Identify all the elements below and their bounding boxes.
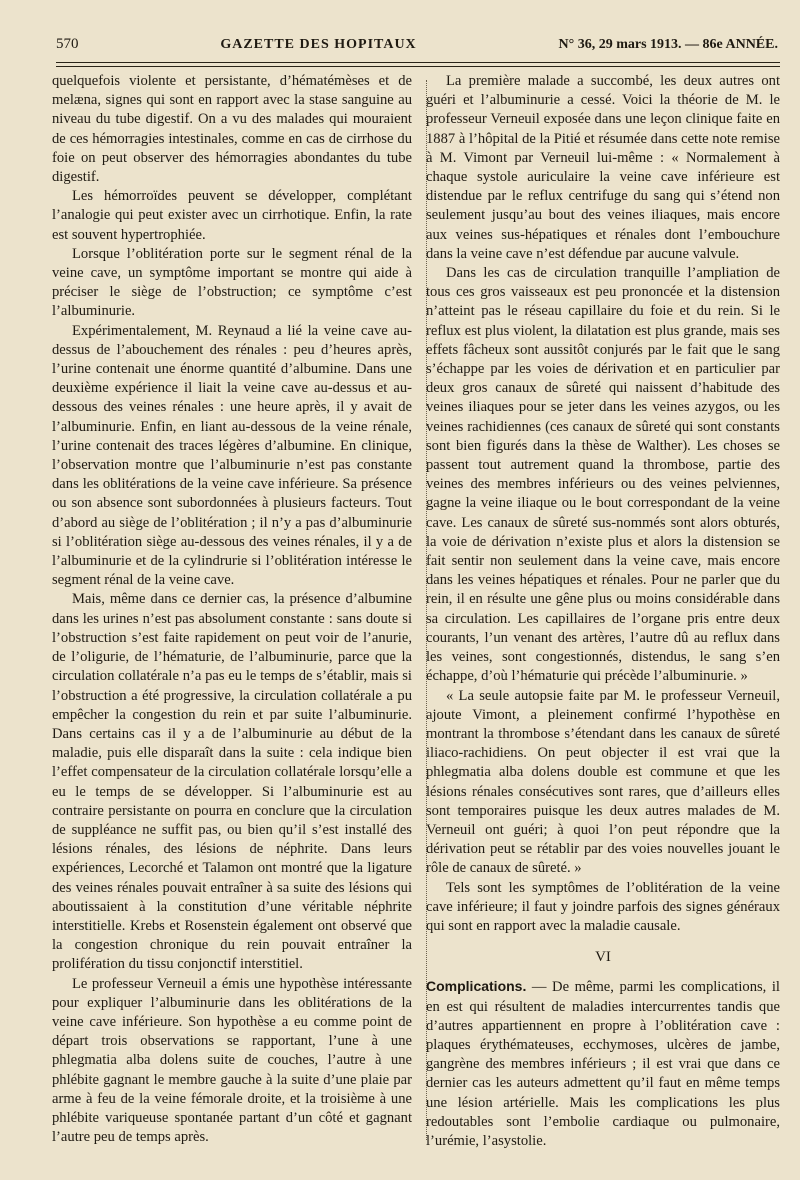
complications-paragraph <box>426 977 780 1151</box>
left-column <box>52 72 412 1147</box>
journal-title: GAZETTE DES HOPITAUX <box>220 37 417 52</box>
paragraph: Dans les cas de circulation tranquille l’ampliation de tous ces gros vaisseaux est peu prononcée et la distension n’atteint pas le réseau capillaire du foie et du rein. Si le reflux est plus violent, la dilatation est plus grande, mais ses effets fâcheux sont aussitôt conjurés par le fait que le sang s’échappe par les voies de dérivation et en particulier par deux gros canaux de sûreté qui naissent d’habitude des veines iliaques pour se jeter dans les veines azygos, ou les veines rachidiennes (ces canaux de sûreté qui sont constants sont bien figurés dans la thèse de Walther). Les choses se passent tout autrement quand la thrombose, partie des veines des membres inférieurs ou des veines pelviennes, gagne la veine iliaque ou le bout correspondant de la veine cave. Les canaux de sûreté sus-nommés sont alors obturés, la voie de dérivation n’existe plus et alors la distension se fait sentir non seulement dans la veine cave, mais encore dans les veines hépatiques et rénales. Pour ne parler que du rein, il en résulte une gêne plus ou moins considérable dans sa circulation. Les capillaires de l’organe pris entre deux courants, l’un venant des artères, l’autre dû au reflux dans les veines, sont congestionnés, distendus, le sang s’en échappe, d’où l’hématurie qui précède l’albuminurie. » <box>426 265 780 685</box>
paragraph: Le professeur Verneuil a émis une hypothèse intéressante pour expliquer l’albuminurie dans les oblitérations de la veine cave inférieure. Son hypothèse a eu comme point de départ trois observations se rapportant, l’une à une phlegmatia alba dolens suite de couches, l’autre à une phlébite gagnant le membre gauche à la suite d’une plaie par arme à feu de la veine fémorale droite, et la troisième à une phlébite variqueuse spontanée partant d’un côté et gagnant l’autre peu de temps après. <box>52 975 412 1146</box>
page-header <box>56 36 778 58</box>
issue-info: N° 36, 29 mars 1913. — 86e ANNÉE. <box>558 37 778 52</box>
page-number: 570 <box>56 36 79 52</box>
paragraph: Lorsque l’oblitération porte sur le segment rénal de la veine cave, un symptôme important se montre qui aide à préciser le siège de l’obstruction; ce symptôme c’est l’albuminurie. <box>52 245 412 320</box>
right-column <box>426 72 780 1151</box>
section-lead: Complications. <box>426 978 527 995</box>
paragraph: Mais, même dans ce dernier cas, la présence d’albumine dans les urines n’est pas absolument constante : sans doute si l’obstruction s’est faite rapidement on peut voir de l’anurie, de l’oligurie, de l’hématurie, de l’albuminurie, parce que la circulation collatérale n’a pas eu le temps de s’établir, mais si l’obstruction a été progressive, la circulation collatérale a pu empêcher la congestion du rein et par suite l’albuminurie. Dans certains cas il y a de l’albuminurie au début de la maladie, puis elle disparaît dans la suite : cela indique bien l’effet compensateur de la circulation collatérale lorsqu’elle a eu le temps de se développer. Si l’albuminurie est au contraire persistante on pourra en conclure que la circulation de suppléance ne suffit pas, ou bien qu’il s’est installé des lésions rénales, des lésions de néphrite. Dans leurs expériences, Lecorché et Talamon ont montré que la ligature des veines rénales pouvait entraîner à sa suite des lésions qui aboutissaient à la constitution d’une véritable néphrite interstitielle. Krebs et Rosenstein également ont observé que la congestion chronique du rein pouvait entraîner la prolifération du tissu conjonctif interstitiel. <box>52 591 412 973</box>
paragraph: quelquefois violente et persistante, d’hématémèses et de melæna, signes qui sont en rapport avec la stase sanguine au niveau du tube digestif. On a vu des malades qui mouraient de ces hémorragies intestinales, comme en cas de cirrhose du foie on peut observer des hémorragies abondantes du tube digestif. <box>52 73 412 186</box>
paragraph: La première malade a succombé, les deux autres ont guéri et l’albuminurie a cessé. Voici la théorie de M. le professeur Verneuil exposée dans une leçon clinique faite en 1887 à l’hôpital de la Pitié et résumée dans cette note remise à M. Vimont par Verneuil lui-même : « Normalement à chaque systole auriculaire la veine cave inférieure est distendue par le reflux centrifuge du sang qui s’étend non seulement jusqu’au bout des veines iliaques, mais encore aux veines sus-hépatiques et rénales dont l’embouchure dans la veine cave n’est défendue par aucune valvule. <box>426 73 780 262</box>
paragraph: Les hémorroïdes peuvent se développer, complétant l’analogie qui peut exister avec un cirrhotique. Enfin, la rate est souvent hypertrophiée. <box>52 188 412 243</box>
header-rule-thin <box>56 66 780 67</box>
section-number: VI <box>595 949 611 966</box>
section-text: — De même, parmi les complications, il en est qui résultent de maladies intercurrentes tandis que d’autres appartiennent en propre à l’oblitération cave : plaques érythémateuses, ecchymoses, ulcères de jambe, gangrène des membres inférieurs ; il est vrai que dans ce dernier cas les auteurs admettent qu’il faut en même temps une lésion artérielle. Mais les complications les plus redoutables sont l’embolie cardiaque ou pulmonaire, l’urémie, l’asystolie. <box>426 979 780 1149</box>
paragraph: Tels sont les symptômes de l’oblitération de la veine cave inférieure; il faut y joindre parfois des signes généraux qui sont en rapport avec la maladie causale. <box>426 879 780 934</box>
paragraph: Expérimentalement, M. Reynaud a lié la veine cave au-dessus de l’abouchement des rénales : peu d’heures après, l’urine contenait une énorme quantité d’albumine. Dans une deuxième expérience il liait la veine cave au-dessus et au-dessous des veines rénales : une heure après, il y avait de l’albuminurie. Enfin, en liant au-dessous de la veine rénale, l’urine contenait des traces légères d’albumine. En clinique, l’observation montre que l’albuminurie n’est pas constante dans les oblitérations de la veine cave inférieure. Sa présence ou son absence sont subordonnées à plusieurs facteurs. Tout d’abord au siège de l’oblitération ; il n’y a pas d’albuminurie si l’oblitération siège au-dessous des veines rénales, il y a de l’albuminurie et de la cylindrurie si l’oblitération intéresse le segment rénal de la veine cave. <box>52 322 412 589</box>
paragraph: « La seule autopsie faite par M. le professeur Verneuil, ajoute Vimont, a pleinement confirmé l’hypothèse en montrant la thrombose s’étendant dans les canaux de sûreté iliaco-rachidiens. On peut objecter il est vrai que la phlegmatia alba dolens double est commune et que les lésions rénales consécutives sont rares, que d’ailleurs elles sont temporaires puisque les deux autres malades de M. Verneuil ont guéri; à quoi l’on peut répondre que la dérivation peut se rétablir par des voies nouvelles jouant le rôle de canaux de sûreté. » <box>426 687 780 877</box>
header-rule <box>56 62 780 63</box>
